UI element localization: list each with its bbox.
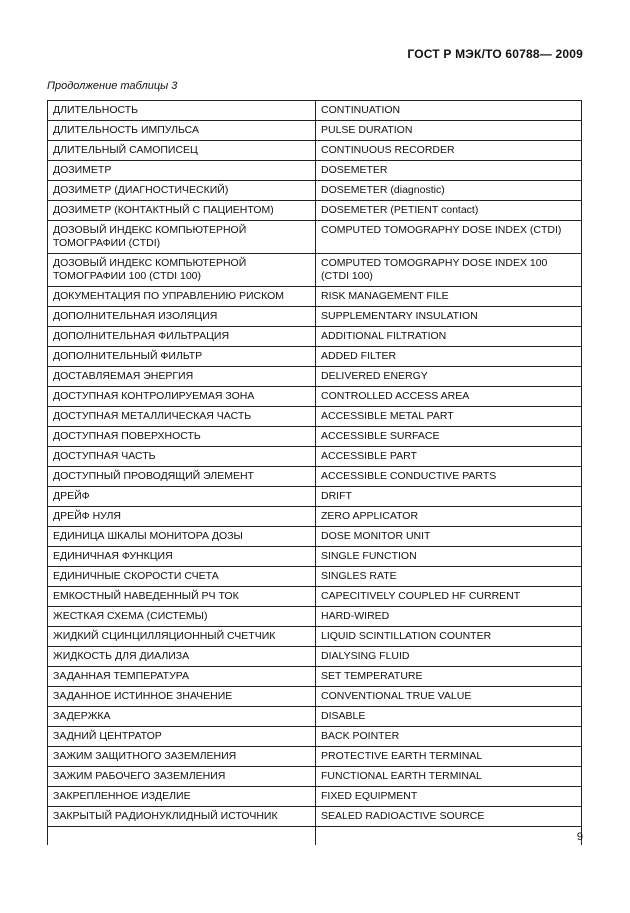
- term-english: DIALYSING FLUID: [316, 647, 582, 667]
- document-header: ГОСТ Р МЭК/ТО 60788— 2009: [407, 47, 583, 61]
- table-row: [48, 101, 582, 121]
- term-russian: ЗАДАННАЯ ТЕМПЕРАТУРА: [48, 667, 316, 687]
- table-row: [48, 221, 582, 254]
- term-english: CONTROLLED ACCESS AREA: [316, 387, 582, 407]
- term-english: ZERO APPLICATOR: [316, 507, 582, 527]
- table-row: [48, 367, 582, 387]
- term-russian: ЖИДКИЙ СЦИНЦИЛЛЯЦИОННЫЙ СЧЕТЧИК: [48, 627, 316, 647]
- table-row: [48, 121, 582, 141]
- term-english: DISABLE: [316, 707, 582, 727]
- term-russian: ЗАЖИМ ЗАЩИТНОГО ЗАЗЕМЛЕНИЯ: [48, 747, 316, 767]
- table-row: [48, 547, 582, 567]
- term-russian: ЖИДКОСТЬ ДЛЯ ДИАЛИЗА: [48, 647, 316, 667]
- term-english: ACCESSIBLE METAL PART: [316, 407, 582, 427]
- term-english: COMPUTED TOMOGRAPHY DOSE INDEX 100 (CTDI 100): [316, 254, 582, 287]
- term-english: ACCESSIBLE SURFACE: [316, 427, 582, 447]
- term-english: CONVENTIONAL TRUE VALUE: [316, 687, 582, 707]
- term-english: COMPUTED TOMOGRAPHY DOSE INDEX (CTDI): [316, 221, 582, 254]
- term-english: CONTINUOUS RECORDER: [316, 141, 582, 161]
- table-row: [48, 141, 582, 161]
- term-english: SINGLE FUNCTION: [316, 547, 582, 567]
- term-russian: ЗАЖИМ РАБОЧЕГО ЗАЗЕМЛЕНИЯ: [48, 767, 316, 787]
- term-russian: ДОСТУПНАЯ МЕТАЛЛИЧЕСКАЯ ЧАСТЬ: [48, 407, 316, 427]
- term-russian: ЗАДАННОЕ ИСТИННОЕ ЗНАЧЕНИЕ: [48, 687, 316, 707]
- term-english: HARD-WIRED: [316, 607, 582, 627]
- page-number: 9: [576, 831, 583, 843]
- term-english: DOSEMETER: [316, 161, 582, 181]
- terms-table-body: [48, 101, 582, 846]
- term-english: CONTINUATION: [316, 101, 582, 121]
- term-english: FIXED EQUIPMENT: [316, 787, 582, 807]
- table-row: [48, 327, 582, 347]
- term-russian: ЕДИНИЦА ШКАЛЫ МОНИТОРА ДОЗЫ: [48, 527, 316, 547]
- term-english: ADDED FILTER: [316, 347, 582, 367]
- term-russian: ДОСТУПНАЯ ЧАСТЬ: [48, 447, 316, 467]
- term-english: ACCESSIBLE CONDUCTIVE PARTS: [316, 467, 582, 487]
- term-english: ADDITIONAL FILTRATION: [316, 327, 582, 347]
- term-english: LIQUID SCINTILLATION COUNTER: [316, 627, 582, 647]
- table-row: [48, 647, 582, 667]
- table-row: [48, 687, 582, 707]
- term-russian: ЕДИНИЧНЫЕ СКОРОСТИ СЧЕТА: [48, 567, 316, 587]
- term-russian: ДОСТАВЛЯЕМАЯ ЭНЕРГИЯ: [48, 367, 316, 387]
- term-russian: ЗАКРЕПЛЕННОЕ ИЗДЕЛИЕ: [48, 787, 316, 807]
- term-russian: ЕМКОСТНЫЙ НАВЕДЕННЫЙ РЧ ТОК: [48, 587, 316, 607]
- term-russian: ДРЕЙФ: [48, 487, 316, 507]
- table-row: [48, 507, 582, 527]
- table-row: [48, 707, 582, 727]
- term-russian: ДРЕЙФ НУЛЯ: [48, 507, 316, 527]
- terms-table: [47, 100, 582, 845]
- term-english: DRIFT: [316, 487, 582, 507]
- table-row: [48, 727, 582, 747]
- empty-cell: [316, 827, 582, 846]
- table-row: [48, 747, 582, 767]
- term-russian: ЗАДНИЙ ЦЕНТРАТОР: [48, 727, 316, 747]
- table-row: [48, 201, 582, 221]
- term-english: DOSEMETER (PETIENT contact): [316, 201, 582, 221]
- term-russian: ДОПОЛНИТЕЛЬНАЯ ФИЛЬТРАЦИЯ: [48, 327, 316, 347]
- term-russian: ДОЗОВЫЙ ИНДЕКС КОМПЬЮТЕРНОЙ ТОМОГРАФИИ 100 (CTDI 100): [48, 254, 316, 287]
- table-row: [48, 427, 582, 447]
- term-english: ACCESSIBLE PART: [316, 447, 582, 467]
- term-russian: ЕДИНИЧНАЯ ФУНКЦИЯ: [48, 547, 316, 567]
- table-caption: Продолжение таблицы 3: [47, 80, 178, 92]
- term-english: DELIVERED ENERGY: [316, 367, 582, 387]
- term-russian: ЖЕСТКАЯ СХЕМА (СИСТЕМЫ): [48, 607, 316, 627]
- table-row: [48, 587, 582, 607]
- table-row: [48, 627, 582, 647]
- term-russian: ДОЗИМЕТР (ДИАГНОСТИЧЕСКИЙ): [48, 181, 316, 201]
- term-russian: ДЛИТЕЛЬНОСТЬ: [48, 101, 316, 121]
- term-russian: ЗАДЕРЖКА: [48, 707, 316, 727]
- term-russian: ЗАКРЫТЫЙ РАДИОНУКЛИДНЫЙ ИСТОЧНИК: [48, 807, 316, 827]
- table-row: [48, 567, 582, 587]
- term-english: PULSE DURATION: [316, 121, 582, 141]
- term-russian: ДОПОЛНИТЕЛЬНЫЙ ФИЛЬТР: [48, 347, 316, 367]
- term-russian: ДОЗИМЕТР: [48, 161, 316, 181]
- term-english: PROTECTIVE EARTH TERMINAL: [316, 747, 582, 767]
- term-english: DOSE MONITOR UNIT: [316, 527, 582, 547]
- term-english: SEALED RADIOACTIVE SOURCE: [316, 807, 582, 827]
- term-russian: ДОСТУПНАЯ КОНТРОЛИРУЕМАЯ ЗОНА: [48, 387, 316, 407]
- table-row: [48, 807, 582, 827]
- table-continuation-row: [48, 827, 582, 846]
- table-row: [48, 527, 582, 547]
- table-row: [48, 447, 582, 467]
- term-english: CAPECITIVELY COUPLED HF CURRENT: [316, 587, 582, 607]
- term-russian: ДОСТУПНЫЙ ПРОВОДЯЩИЙ ЭЛЕМЕНТ: [48, 467, 316, 487]
- empty-cell: [48, 827, 316, 846]
- term-english: SINGLES RATE: [316, 567, 582, 587]
- term-russian: ДЛИТЕЛЬНЫЙ САМОПИСЕЦ: [48, 141, 316, 161]
- term-russian: ДОСТУПНАЯ ПОВЕРХНОСТЬ: [48, 427, 316, 447]
- table-row: [48, 467, 582, 487]
- term-russian: ДОКУМЕНТАЦИЯ ПО УПРАВЛЕНИЮ РИСКОМ: [48, 287, 316, 307]
- term-english: FUNCTIONAL EARTH TERMINAL: [316, 767, 582, 787]
- term-english: SUPPLEMENTARY INSULATION: [316, 307, 582, 327]
- term-russian: ДОЗОВЫЙ ИНДЕКС КОМПЬЮТЕРНОЙ ТОМОГРАФИИ (CTDI): [48, 221, 316, 254]
- table-row: [48, 767, 582, 787]
- table-row: [48, 347, 582, 367]
- term-russian: ДОПОЛНИТЕЛЬНАЯ ИЗОЛЯЦИЯ: [48, 307, 316, 327]
- table-row: [48, 487, 582, 507]
- table-row: [48, 181, 582, 201]
- table-row: [48, 387, 582, 407]
- table-row: [48, 607, 582, 627]
- table-row: [48, 161, 582, 181]
- term-english: RISK MANAGEMENT FILE: [316, 287, 582, 307]
- table-row: [48, 407, 582, 427]
- term-english: DOSEMETER (diagnostic): [316, 181, 582, 201]
- term-english: SET TEMPERATURE: [316, 667, 582, 687]
- term-russian: ДЛИТЕЛЬНОСТЬ ИМПУЛЬСА: [48, 121, 316, 141]
- table-row: [48, 307, 582, 327]
- table-row: [48, 787, 582, 807]
- table-row: [48, 667, 582, 687]
- term-russian: ДОЗИМЕТР (КОНТАКТНЫЙ С ПАЦИЕНТОМ): [48, 201, 316, 221]
- table-row: [48, 254, 582, 287]
- table-row: [48, 287, 582, 307]
- term-english: BACK POINTER: [316, 727, 582, 747]
